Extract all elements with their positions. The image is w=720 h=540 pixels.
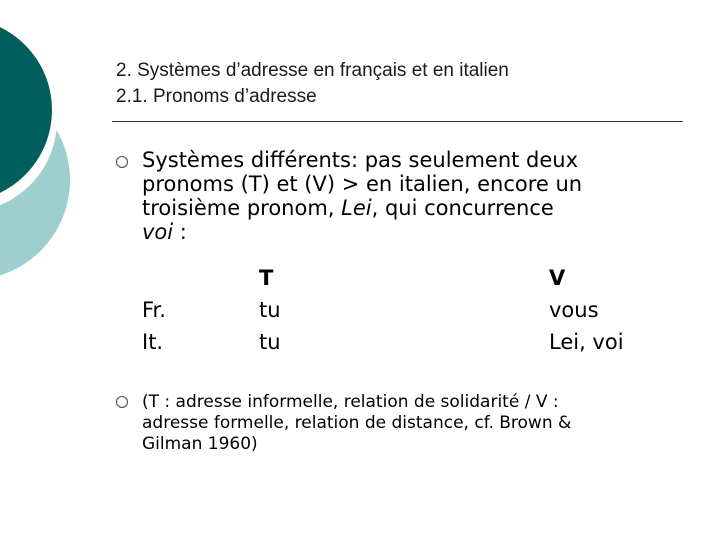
- bullet-circle-icon: [116, 396, 128, 408]
- title-line-2: 2.1. Pronoms d’adresse: [116, 86, 317, 107]
- bullet-2-text: [142, 392, 702, 455]
- table-row: [142, 294, 682, 326]
- table-cell: tu: [259, 330, 281, 354]
- bullet-2-line-3: Gilman 1960): [142, 434, 258, 454]
- table-cell: Lei, voi: [549, 330, 624, 354]
- bullet-2-line-1: (T : adresse informelle, relation de solidarité / V :: [142, 392, 559, 412]
- pronoun-voi: voi: [142, 220, 174, 244]
- table-row: [142, 326, 682, 358]
- bullet-1-line-3-end: , qui concurrence: [371, 196, 554, 220]
- title-divider: [112, 121, 683, 122]
- pronoun-table: [142, 262, 682, 358]
- bullet-1-line-3: [142, 196, 702, 220]
- bullet-1-line-3-start: troisième pronom,: [142, 196, 342, 220]
- table-cell: vous: [549, 298, 599, 322]
- bullet-1-line-1: Systèmes différents: pas seulement deux: [142, 148, 579, 172]
- table-cell: tu: [259, 298, 281, 322]
- bullet-circle-icon: [116, 156, 128, 168]
- table-header-cell: T: [259, 266, 274, 290]
- bullet-2-line-2: adresse formelle, relation de distance, cf. Brown &: [142, 413, 572, 433]
- table-header-row: [142, 262, 682, 294]
- bullet-1-text: [142, 148, 702, 244]
- table-cell: Fr.: [142, 298, 166, 322]
- decorative-circles: [0, 0, 120, 300]
- table-header-cell: V: [549, 266, 566, 290]
- bullet-1-line-4: [142, 220, 702, 244]
- slide-title: [116, 58, 676, 110]
- table-cell: It.: [142, 330, 164, 354]
- bullet-1-line-2: pronoms (T) et (V) > en italien, encore un: [142, 172, 583, 196]
- title-line-1: 2. Systèmes d’adresse en français et en italien: [116, 60, 509, 81]
- bullet-1-line-4-end: :: [173, 220, 187, 244]
- pronoun-lei: Lei: [341, 196, 372, 220]
